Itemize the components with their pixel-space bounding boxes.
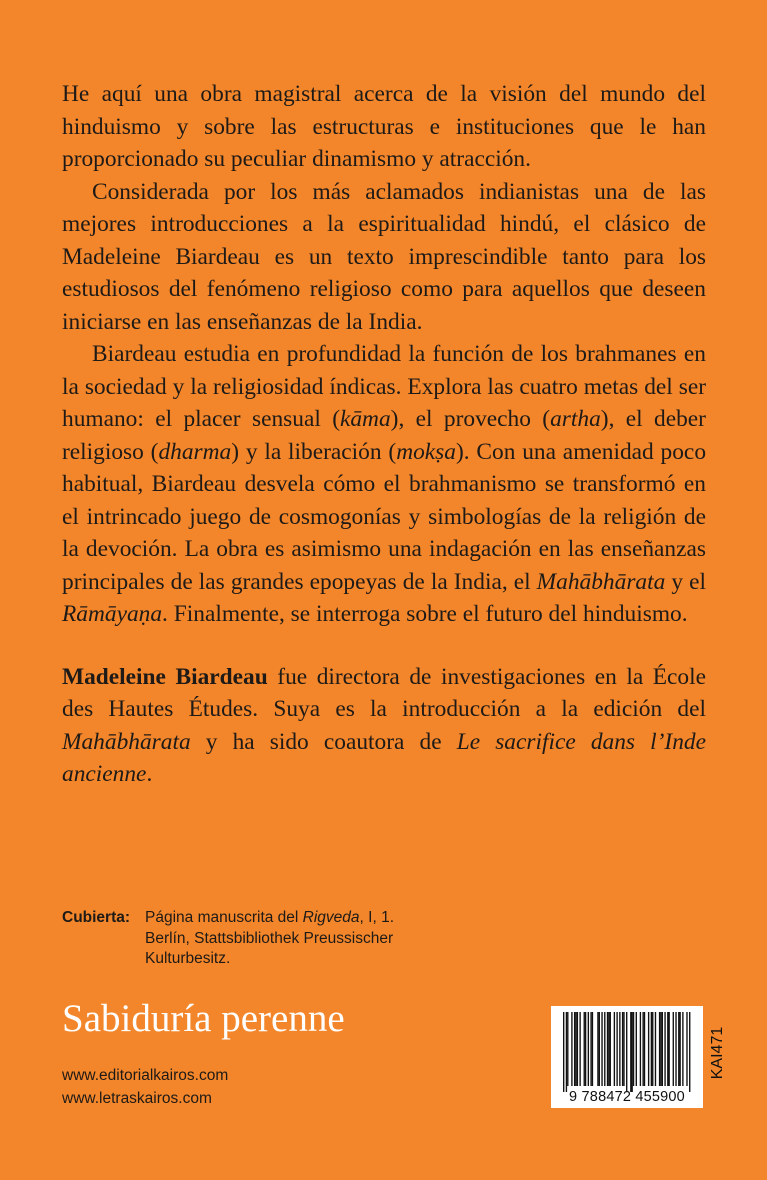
- barcode-bar: [651, 1012, 652, 1086]
- barcode-bar: [659, 1012, 660, 1086]
- barcode-bar: [655, 1012, 656, 1086]
- barcode-bar: [566, 1012, 567, 1092]
- barcode-bar: [584, 1012, 585, 1086]
- barcode-bar: [623, 1012, 624, 1086]
- barcode-bar: [633, 1012, 634, 1086]
- barcode-bar: [675, 1012, 676, 1086]
- websites: [62, 1064, 228, 1110]
- cover-credit-line-1: Página manuscrita del Rigveda, I, 1.: [145, 909, 395, 926]
- barcode-bar: [579, 1012, 580, 1086]
- cover-credit-label: Cubierta:: [62, 909, 131, 926]
- barcode-bar: [626, 1012, 627, 1092]
- barcode-bar: [686, 1012, 687, 1086]
- author-name: Madeleine Biardeau: [62, 663, 268, 690]
- barcode-bar: [668, 1012, 669, 1086]
- title-ramayana: Rāmāyaṇa: [62, 601, 163, 627]
- cover-credit-line-2: Berlín, Stattsbibliothek Preussischer: [145, 929, 394, 947]
- synopsis-paragraph-1: He aquí una obra magistral acerca de la visión del mundo del hinduismo y sobre las estructuras e instituciones que le han proporcionado su peculiar dinamismo y atracción.: [62, 81, 706, 172]
- barcode-bar: [660, 1012, 661, 1086]
- barcode-bar: [588, 1012, 589, 1086]
- barcode-bar: [636, 1012, 637, 1086]
- barcode-bar: [571, 1012, 572, 1086]
- website-link[interactable]: www.letraskairos.com: [62, 1090, 212, 1107]
- barcode-bar: [575, 1012, 576, 1086]
- term-moksa: mokṣa: [396, 438, 456, 465]
- term-dharma: dharma: [158, 438, 232, 465]
- barcode-bar: [601, 1012, 602, 1086]
- barcode-bar: [577, 1012, 578, 1086]
- barcode-bar: [585, 1012, 586, 1086]
- synopsis: [62, 78, 706, 791]
- barcode-bar: [689, 1012, 690, 1092]
- isbn-number: 9 788472 455900: [569, 1089, 685, 1105]
- barcode: [551, 1006, 703, 1108]
- barcode-bar: [563, 1012, 564, 1092]
- title-mahabharata: Mahābhārata: [536, 568, 666, 595]
- author-bio: Madeleine Biardeau fue directora de investigaciones en la École des Hautes Études. Suya es la introducción a la edición del Mahābhārata y ha sido coautora de Le sacrifice dans l’Inde ancienne.: [62, 663, 706, 787]
- credit-rigveda: Rigveda: [302, 909, 360, 926]
- barcode-bar: [610, 1012, 611, 1086]
- barcode-bar: [664, 1012, 665, 1086]
- website-link[interactable]: www.editorialkairos.com: [62, 1067, 229, 1084]
- synopsis-paragraph-3: Biardeau estudia en profundidad la función de los brahmanes en la sociedad y la religiosidad índicas. Explora las cuatro metas del ser humano: el placer sensual (kāma), el provecho (artha), el deber religioso (dharma) y la liberación (mokṣa). Con una amenidad poco habitual, Biardeau desvela cómo el brahmanismo se transformó en el intrincado juego de cosmogonías y simbologías de la religión de la devoción. La obra es asimismo una indagación en las enseñanzas principales de las grandes epopeyas de la India, el Mahābhārata y el Rāmāyaṇa. Finalmente, se interroga sobre el futuro del hinduismo.: [62, 341, 707, 627]
- barcode-bar: [599, 1012, 600, 1086]
- barcode-bar: [616, 1012, 617, 1086]
- barcode-bar: [619, 1012, 620, 1086]
- term-artha: artha: [550, 406, 601, 432]
- barcode-bar: [567, 1012, 568, 1086]
- barcode-bar: [574, 1012, 575, 1086]
- barcode-bar: [673, 1012, 674, 1086]
- barcode-bar: [597, 1012, 598, 1086]
- cover-credit-line-3: Kulturbesitz.: [145, 950, 231, 967]
- barcode-bar: [640, 1012, 641, 1086]
- barcode-bar: [632, 1012, 633, 1092]
- barcode-bar: [682, 1012, 683, 1086]
- barcode-bar: [608, 1012, 609, 1086]
- barcode-bar: [614, 1012, 615, 1086]
- barcode-bar: [667, 1012, 668, 1086]
- product-code-text: KAI471: [709, 1026, 726, 1080]
- bio-title-sacrifice: Le sacrifice dans l’Inde ancienne: [62, 728, 706, 787]
- barcode-bar: [648, 1012, 649, 1086]
- collection-name: Sabiduría perenne: [62, 997, 345, 1040]
- barcode-bar: [679, 1012, 680, 1086]
- barcode-bar: [642, 1012, 643, 1086]
- barcode-bar: [652, 1012, 653, 1086]
- cover-credit: [62, 908, 492, 970]
- cover-credit-text: [145, 908, 492, 970]
- term-kama: kāma: [339, 406, 391, 432]
- bio-title-mahabharata: Mahābhārata: [62, 728, 191, 755]
- barcode-bar: [678, 1012, 679, 1086]
- barcode-bar: [630, 1012, 631, 1092]
- synopsis-paragraph-2: Considerada por los más aclamados indianistas una de las mejores introducciones a la espiritualidad hindú, el clásico de Madeleine Biardeau es un texto imprescindible tanto para los estudiosos del fenómeno religioso como para aquellos que deseen iniciarse en las enseñanzas de la India.: [62, 178, 706, 335]
- barcode-bar: [604, 1012, 605, 1086]
- barcode-bar: [644, 1012, 645, 1086]
- barcode-bar: [622, 1012, 623, 1086]
- barcode-bar: [607, 1012, 608, 1086]
- barcode-bar: [590, 1012, 591, 1086]
- barcode-bar: [592, 1012, 593, 1086]
- barcode-bar: [662, 1012, 663, 1086]
